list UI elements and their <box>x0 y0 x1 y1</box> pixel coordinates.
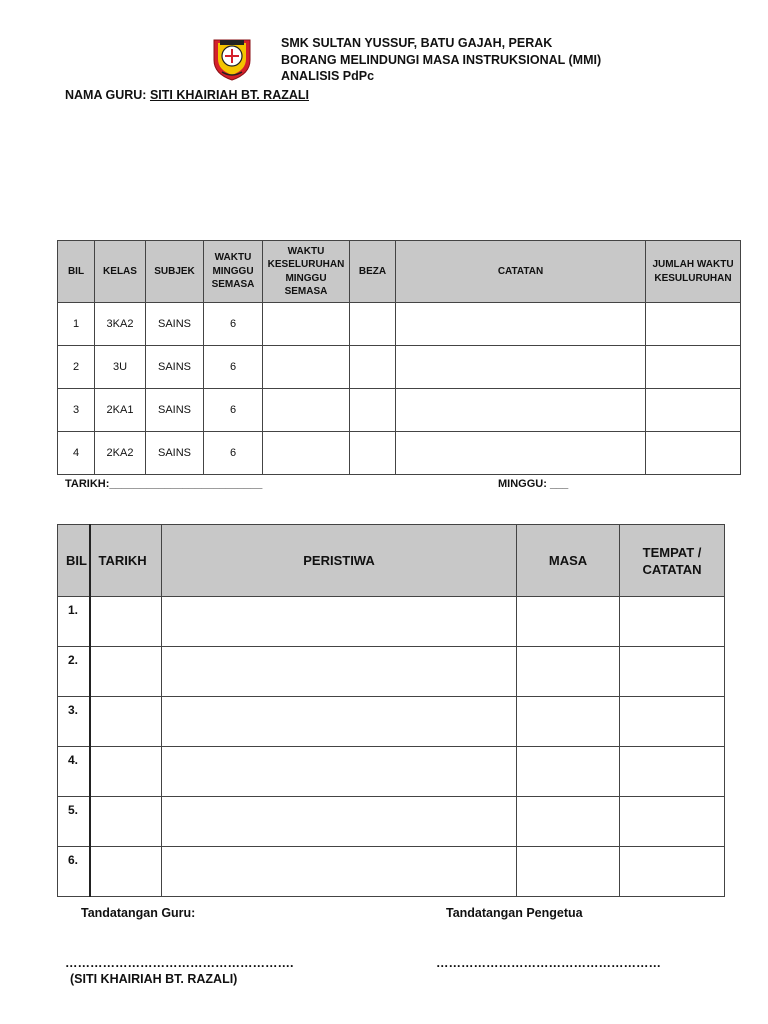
col-header-jumlah-waktu: JUMLAH WAKTU KESULURUHAN <box>646 241 741 303</box>
cell-beza[interactable] <box>350 303 396 346</box>
cell-tarikh[interactable] <box>90 697 162 747</box>
cell-waktu-minggu: 6 <box>204 432 263 475</box>
cell-tarikh[interactable] <box>90 597 162 647</box>
table-row <box>58 747 725 797</box>
cell-tempat-catatan[interactable] <box>620 847 725 897</box>
cell-tarikh[interactable] <box>90 847 162 897</box>
form-title: BORANG MELINDUNGI MASA INSTRUKSIONAL (MMI) <box>281 52 602 67</box>
teacher-signature-name: (SITI KHAIRIAH BT. RAZALI) <box>70 972 238 986</box>
cell-subjek: SAINS <box>146 303 204 346</box>
col-header-catatan: CATATAN <box>396 241 646 303</box>
col-header-waktu-minggu: WAKTU MINGGU SEMASA <box>204 241 263 303</box>
class-time-table <box>57 240 741 475</box>
col-header-bil: BIL <box>58 525 90 597</box>
cell-kelas: 2KA2 <box>95 432 146 475</box>
col-header-tempat-catatan: TEMPAT / CATATAN <box>620 525 725 597</box>
cell-catatan[interactable] <box>396 346 646 389</box>
cell-tempat-catatan[interactable] <box>620 797 725 847</box>
cell-waktu-minggu: 6 <box>204 303 263 346</box>
school-crest-icon <box>208 34 256 82</box>
cell-masa[interactable] <box>517 597 620 647</box>
table-header-row <box>58 525 725 597</box>
cell-catatan[interactable] <box>396 432 646 475</box>
document-header <box>281 35 601 85</box>
cell-subjek: SAINS <box>146 432 204 475</box>
table-row <box>58 697 725 747</box>
form-subtitle: ANALISIS PdPc <box>281 69 375 83</box>
cell-masa[interactable] <box>517 847 620 897</box>
teacher-label: NAMA GURU: <box>65 88 147 102</box>
event-log-table <box>57 524 725 897</box>
cell-waktu-minggu: 6 <box>204 346 263 389</box>
col-header-tarikh: TARIKH <box>90 525 162 597</box>
cell-bil: 2 <box>58 346 95 389</box>
cell-jumlah-waktu[interactable] <box>646 432 741 475</box>
cell-masa[interactable] <box>517 747 620 797</box>
principal-signature-label: Tandatangan Pengetua <box>446 906 583 920</box>
cell-bil: 5. <box>58 797 90 847</box>
cell-tempat-catatan[interactable] <box>620 597 725 647</box>
table-row <box>58 847 725 897</box>
cell-tarikh[interactable] <box>90 647 162 697</box>
cell-jumlah-waktu[interactable] <box>646 303 741 346</box>
school-name: SMK SULTAN YUSSUF, BATU GAJAH, PERAK <box>281 36 553 50</box>
col-header-bil: BIL <box>58 241 95 303</box>
cell-masa[interactable] <box>517 647 620 697</box>
table-header-row <box>58 241 741 303</box>
tarikh-field[interactable]: TARIKH:_________________________ <box>65 478 263 490</box>
col-header-peristiwa: PERISTIWA <box>162 525 517 597</box>
table-row <box>58 303 741 346</box>
teacher-signature-line[interactable]: ………………………………………………. <box>65 956 294 970</box>
table-row <box>58 797 725 847</box>
cell-masa[interactable] <box>517 697 620 747</box>
cell-peristiwa[interactable] <box>162 647 517 697</box>
cell-beza[interactable] <box>350 346 396 389</box>
cell-jumlah-waktu[interactable] <box>646 389 741 432</box>
cell-bil: 4. <box>58 747 90 797</box>
teacher-name-line <box>65 88 309 102</box>
cell-waktu-minggu: 6 <box>204 389 263 432</box>
cell-peristiwa[interactable] <box>162 797 517 847</box>
cell-bil: 1 <box>58 303 95 346</box>
cell-peristiwa[interactable] <box>162 597 517 647</box>
cell-bil: 6. <box>58 847 90 897</box>
cell-tempat-catatan[interactable] <box>620 647 725 697</box>
cell-beza[interactable] <box>350 432 396 475</box>
cell-peristiwa[interactable] <box>162 747 517 797</box>
principal-signature-line[interactable]: ……………………………………………… <box>436 956 661 970</box>
table-row <box>58 346 741 389</box>
cell-subjek: SAINS <box>146 346 204 389</box>
cell-peristiwa[interactable] <box>162 697 517 747</box>
col-header-waktu-keseluruhan: WAKTU KESELURUHAN MINGGU SEMASA <box>263 241 350 303</box>
teacher-signature-label: Tandatangan Guru: <box>81 906 196 920</box>
cell-bil: 2. <box>58 647 90 697</box>
cell-bil: 3 <box>58 389 95 432</box>
cell-tempat-catatan[interactable] <box>620 747 725 797</box>
table-row <box>58 597 725 647</box>
cell-kelas: 3U <box>95 346 146 389</box>
cell-beza[interactable] <box>350 389 396 432</box>
minggu-field[interactable]: MINGGU: ___ <box>498 478 569 490</box>
cell-tarikh[interactable] <box>90 747 162 797</box>
cell-jumlah-waktu[interactable] <box>646 346 741 389</box>
table-row <box>58 647 725 697</box>
table-row <box>58 389 741 432</box>
cell-waktu-keseluruhan[interactable] <box>263 389 350 432</box>
cell-bil: 3. <box>58 697 90 747</box>
cell-kelas: 3KA2 <box>95 303 146 346</box>
cell-bil: 1. <box>58 597 90 647</box>
col-header-kelas: KELAS <box>95 241 146 303</box>
col-header-subjek: SUBJEK <box>146 241 204 303</box>
cell-kelas: 2KA1 <box>95 389 146 432</box>
cell-waktu-keseluruhan[interactable] <box>263 432 350 475</box>
cell-subjek: SAINS <box>146 389 204 432</box>
cell-tempat-catatan[interactable] <box>620 697 725 747</box>
cell-catatan[interactable] <box>396 389 646 432</box>
col-header-masa: MASA <box>517 525 620 597</box>
cell-waktu-keseluruhan[interactable] <box>263 303 350 346</box>
cell-peristiwa[interactable] <box>162 847 517 897</box>
col-header-beza: BEZA <box>350 241 396 303</box>
cell-catatan[interactable] <box>396 303 646 346</box>
cell-masa[interactable] <box>517 797 620 847</box>
table-row <box>58 432 741 475</box>
cell-tarikh[interactable] <box>90 797 162 847</box>
teacher-name: SITI KHAIRIAH BT. RAZALI <box>149 88 309 102</box>
cell-bil: 4 <box>58 432 95 475</box>
cell-waktu-keseluruhan[interactable] <box>263 346 350 389</box>
